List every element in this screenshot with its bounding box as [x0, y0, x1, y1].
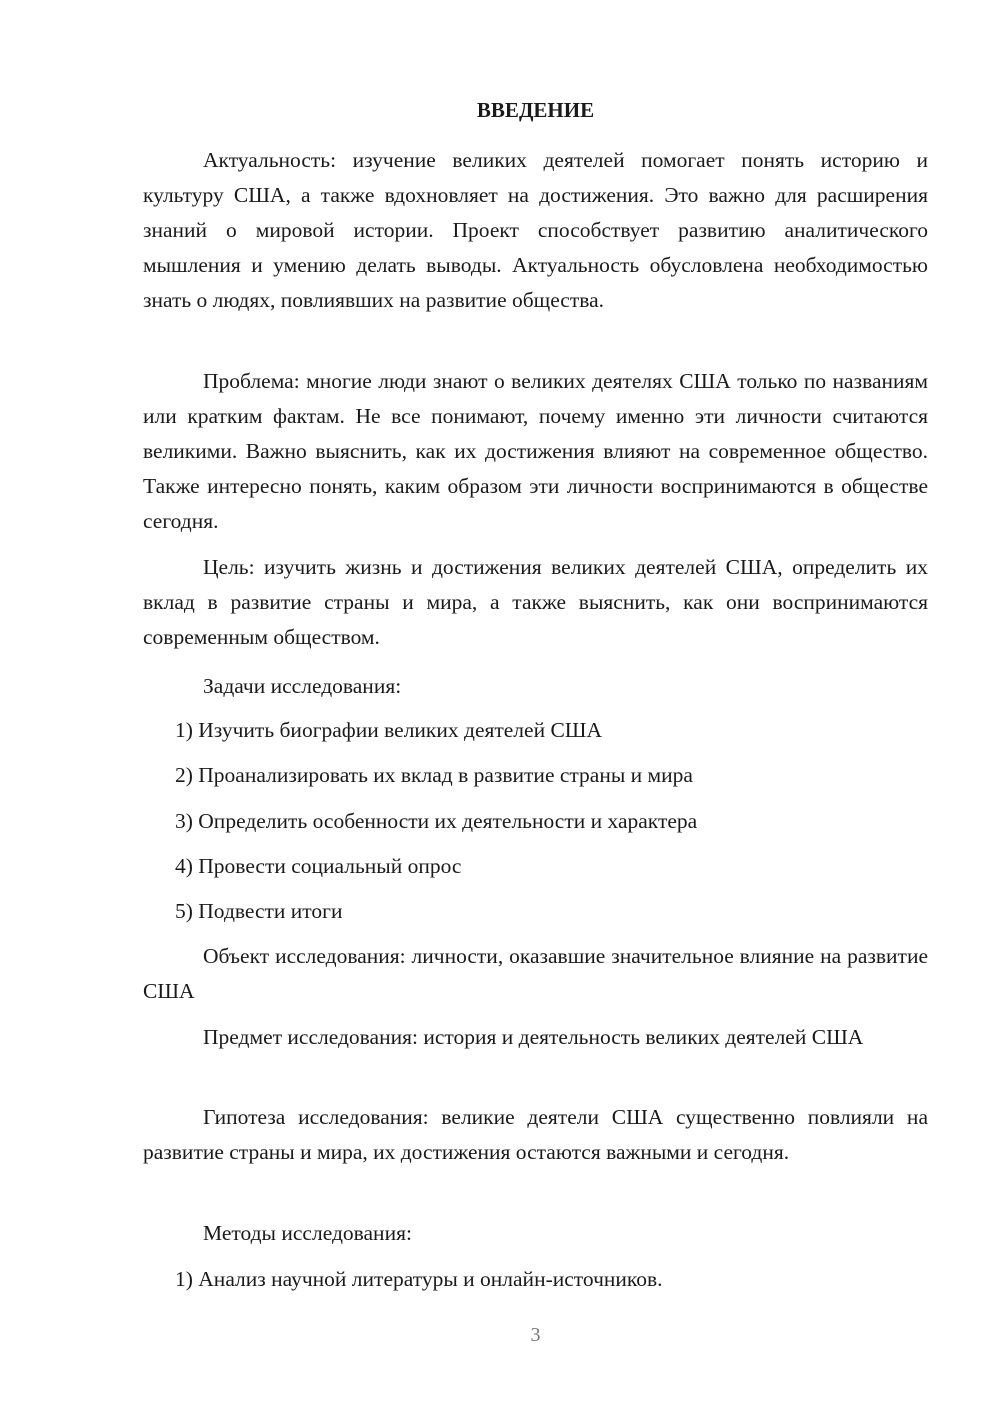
methods-heading: Методы исследования: [203, 1221, 412, 1245]
paragraph-relevance: Актуальность: изучение великих деятелей помогает понять историю и культуру США, а также вдохновляет на достижения. Это важно для расширения знаний о мировой истории. Проект способствует развитию аналитического мышления и умению делать выводы. Актуальность обусловлена необходимостью знать о людях, повлиявших на развитие общества. [143, 148, 928, 312]
task-item-3: 3) Определить особенности их деятельности и характера [175, 809, 698, 833]
task-item-5: 5) Подвести итоги [175, 899, 343, 923]
paragraph-problem: Проблема: многие люди знают о великих деятелях США только по названиям или кратким фактам. Не все понимают, почему именно эти личности считаются великими. Важно выяснить, как их достижения влияют на современное общество. Также интересно понять, каким образом эти личности воспринимаются в обществе сегодня. [143, 369, 928, 533]
paragraph-goal: Цель: изучить жизнь и достижения великих деятелей США, определить их вклад в развитие страны и мира, а также выяснить, как они воспринимаются современным обществом. [143, 555, 928, 649]
page-number: 3 [530, 1324, 541, 1346]
paragraph-subject: Предмет исследования: история и деятельность великих деятелей США [203, 1025, 864, 1049]
page-title: ВВЕДЕНИЕ [476, 98, 595, 122]
method-item-1: 1) Анализ научной литературы и онлайн-источников. [175, 1267, 663, 1291]
task-item-2: 2) Проанализировать их вклад в развитие страны и мира [175, 763, 693, 787]
paragraph-object: Объект исследования: личности, оказавшие значительное влияние на развитие США [143, 944, 928, 1003]
task-item-1: 1) Изучить биографии великих деятелей США [175, 718, 603, 742]
tasks-heading: Задачи исследования: [203, 674, 402, 698]
task-item-4: 4) Провести социальный опрос [175, 854, 462, 878]
paragraph-hypothesis: Гипотеза исследования: великие деятели США существенно повлияли на развитие страны и мира, их достижения остаются важными и сегодня. [143, 1105, 928, 1164]
